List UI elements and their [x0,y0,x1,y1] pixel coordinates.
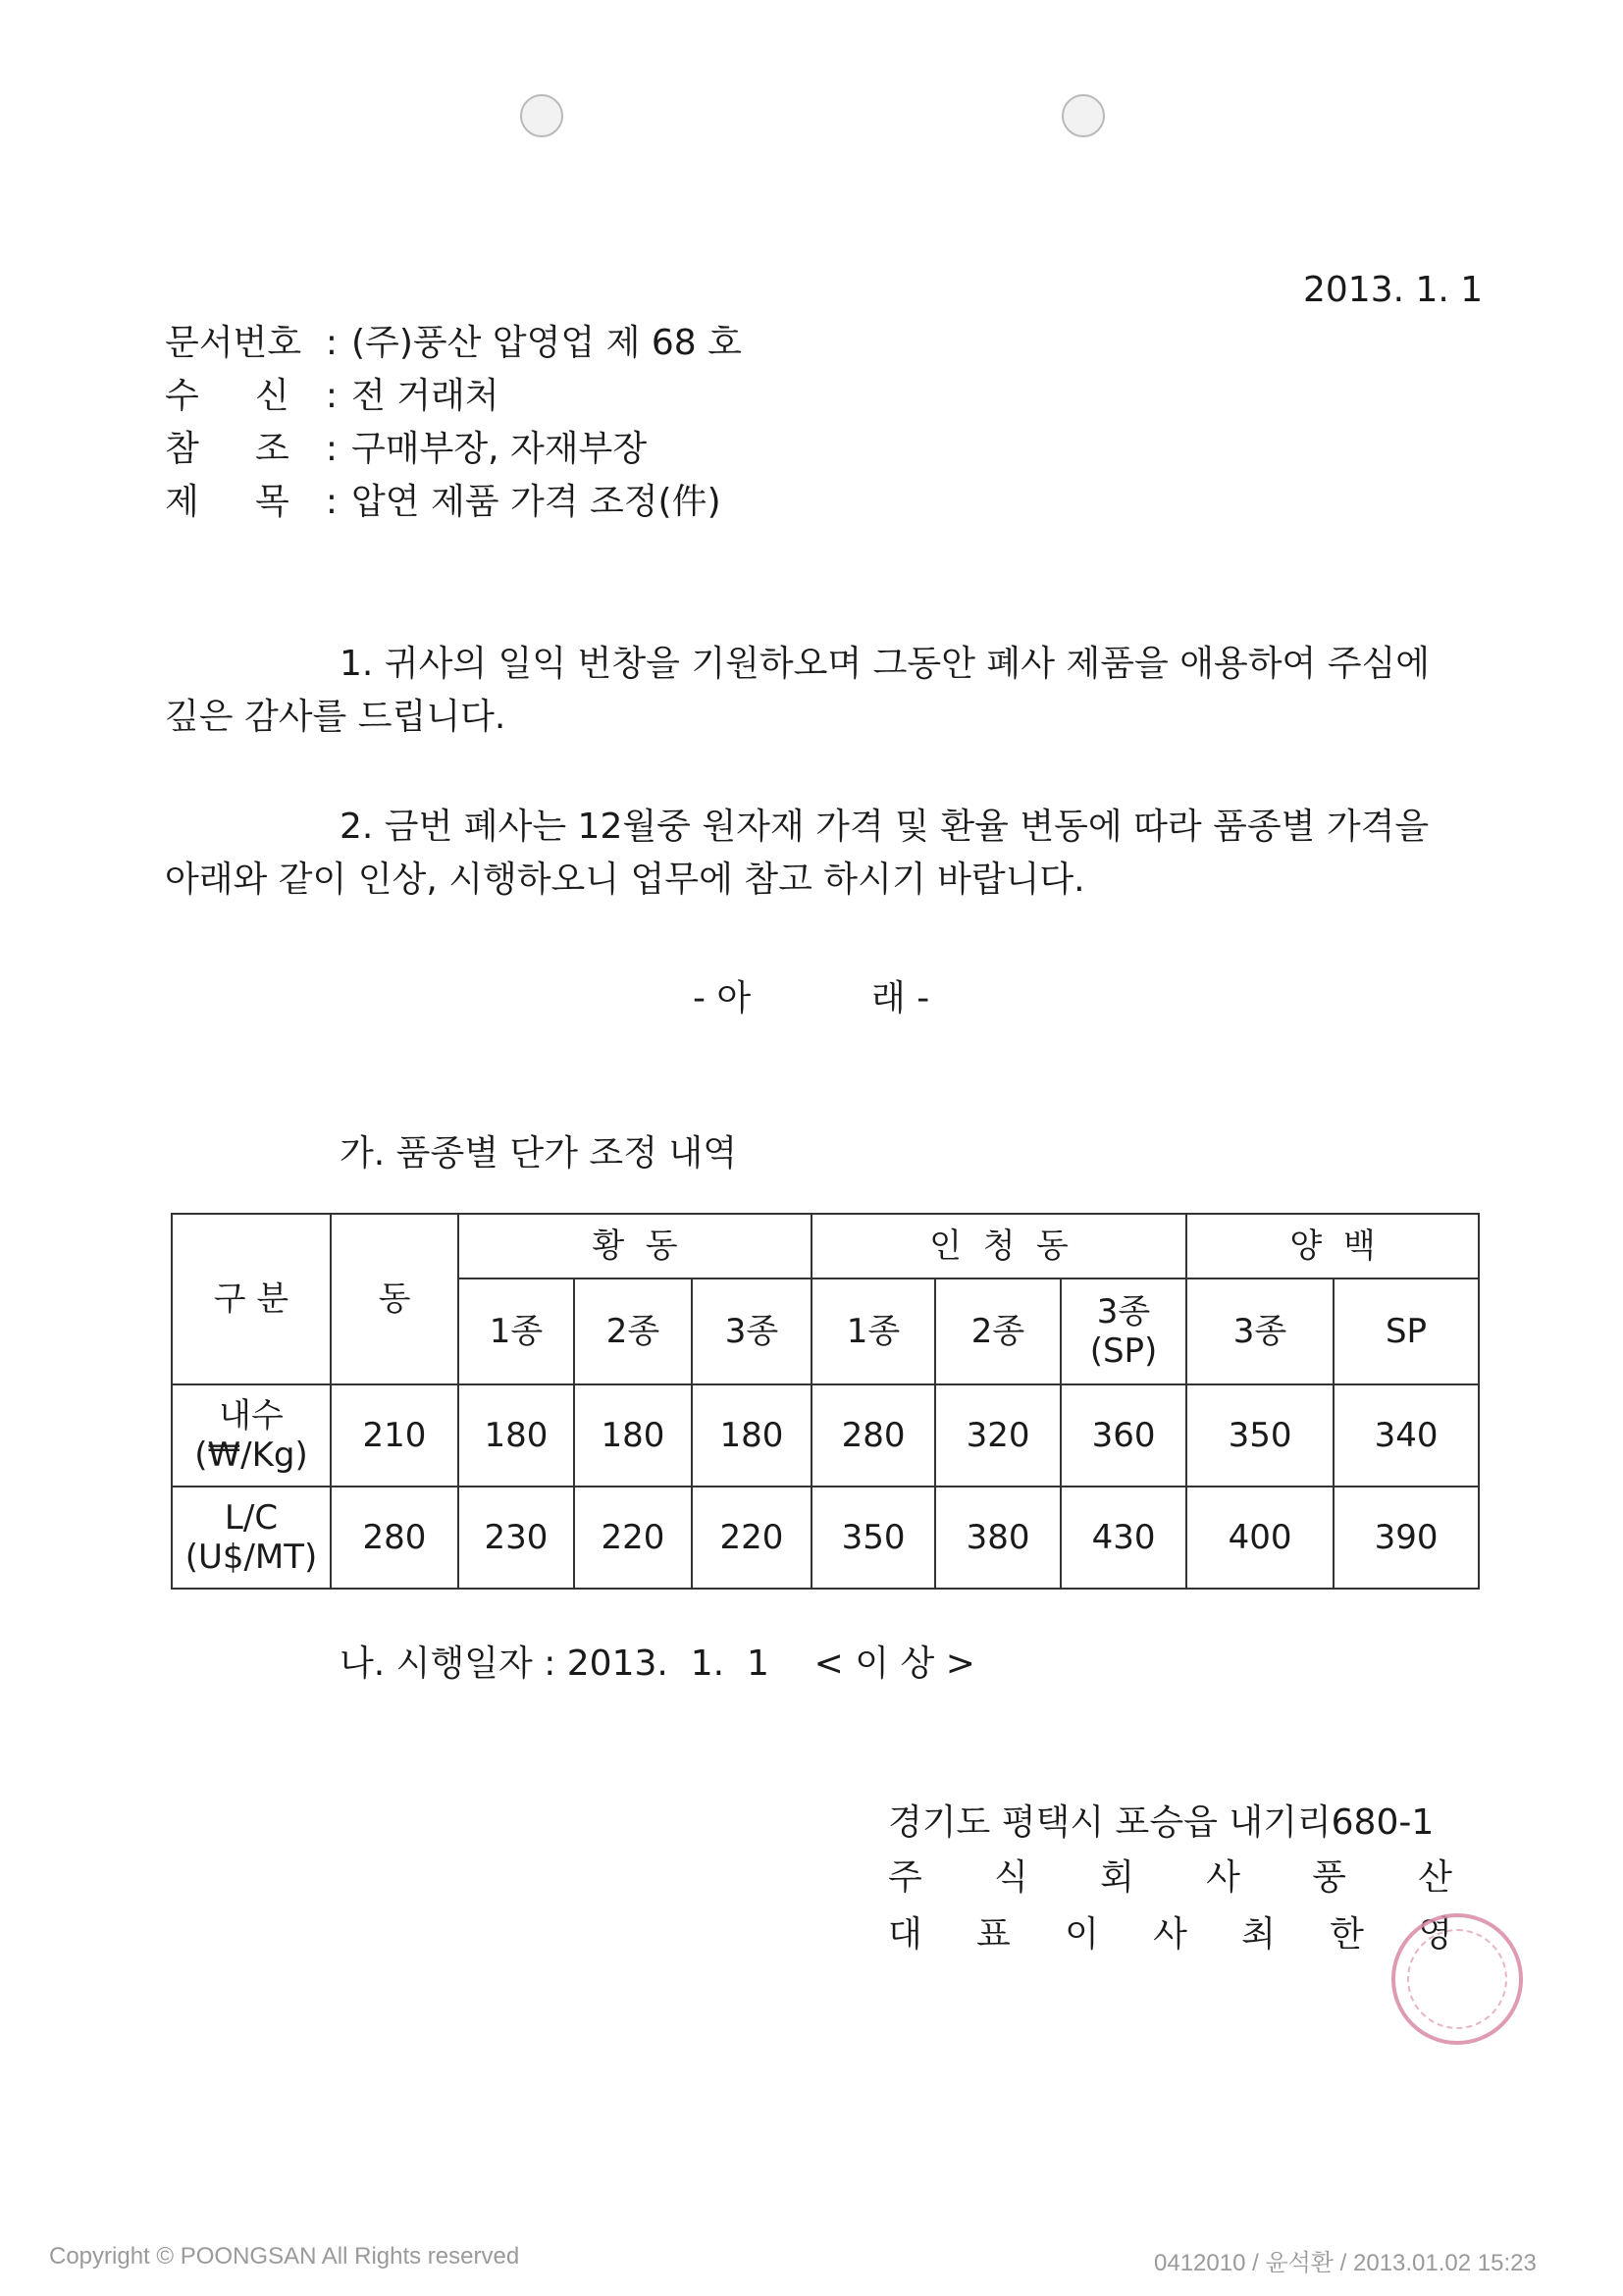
company-name-row [888,1856,1452,1900]
table-cell: 280 [812,1384,935,1487]
phosphor-bronze-header: 인 청 동 [812,1214,1186,1278]
punch-hole-left [520,94,563,137]
nickel-silver-header: 양 백 [1186,1214,1479,1278]
table-cell: 380 [935,1487,1061,1589]
table-cell: 220 [574,1487,692,1589]
ceo-char: 영 [1418,1914,1452,1955]
brass-header: 황 동 [458,1214,812,1278]
recipient-value: 전 거래처 [351,376,499,416]
ceo-char: 대 [888,1914,922,1955]
table-cell: 390 [1334,1487,1479,1589]
doc-number-label: 문서번호 [165,323,302,363]
table-cell: 180 [692,1384,812,1487]
reference-value: 구매부장, 자재부장 [351,429,648,469]
subheader-cell-stacked [1061,1278,1186,1384]
subheader-cell: 3종 [692,1278,812,1384]
table-cell: 280 [331,1487,458,1589]
table-cell: 350 [1186,1384,1334,1487]
document-date: 2013. 1. 1 [1303,270,1484,310]
section-b-effective-date: 나. 시행일자 : 2013. 1. 1 < 이 상 > [340,1644,975,1684]
subheader-line-1: 3종 [1096,1292,1151,1331]
paragraph-2-line-1: 2. 금번 폐사는 12월중 원자재 가격 및 환율 변동에 따라 품종별 가격을 [340,807,1430,847]
subject-row: 제 목 : 압연 제품 가격 조정(件) [165,482,721,522]
stamp-info-footer: 0412010 / 윤석환 / 2013.01.02 15:23 [1154,2250,1537,2276]
section-a-title: 가. 품종별 단가 조정 내역 [340,1133,737,1174]
table-cell: 430 [1061,1487,1186,1589]
doc-number-row: 문서번호 : (주)풍산 압영업 제 68 호 [165,323,742,363]
subheader-cell: 2종 [935,1278,1061,1384]
center-heading-right: 래 - [871,978,930,1018]
table-cell: 360 [1061,1384,1186,1487]
subheader-cell: SP [1334,1278,1479,1384]
reference-row: 참 조 : 구매부장, 자재부장 [165,429,648,469]
company-char: 풍 [1312,1857,1346,1898]
paragraph-1 [165,638,1431,744]
paragraph-2 [165,801,1431,907]
table-row [172,1487,1479,1589]
table-cell: 340 [1334,1384,1479,1487]
ceo-char: 이 [1065,1914,1099,1955]
row-label [172,1384,331,1487]
table-cell: 210 [331,1384,458,1487]
row-label-line-2: (U$/MT) [184,1538,318,1577]
paragraph-2-line-2: 아래와 같이 인상, 시행하오니 업무에 참고 하시기 바랍니다. [165,860,1085,900]
ceo-char: 최 [1241,1914,1276,1955]
copper-header: 동 [331,1214,458,1384]
price-table [171,1213,1480,1590]
table-cell: 220 [692,1487,812,1589]
subheader-cell: 1종 [812,1278,935,1384]
punch-hole-right [1062,94,1105,137]
ceo-char: 표 [976,1914,1011,1955]
recipient-label: 수 신 [165,376,289,416]
table-cell: 180 [458,1384,574,1487]
copyright-footer: Copyright © POONGSAN All Rights reserved [49,2243,520,2270]
company-char: 식 [994,1857,1028,1898]
recipient-row: 수 신 : 전 거래처 [165,376,499,416]
table-cell: 350 [812,1487,935,1589]
row-label [172,1487,331,1589]
category-header: 구 분 [172,1214,331,1384]
center-heading-left: - 아 [693,978,752,1018]
paragraph-1-line-1: 1. 귀사의 일익 번창을 기원하오며 그동안 폐사 제품을 애용하여 주심에 [340,644,1431,684]
company-char: 주 [888,1857,922,1898]
table-cell: 400 [1186,1487,1334,1589]
table-cell: 180 [574,1384,692,1487]
company-char: 회 [1100,1857,1134,1898]
ceo-name-row [888,1913,1452,1957]
paragraph-1-line-2: 깊은 감사를 드립니다. [165,697,506,737]
company-char: 산 [1418,1857,1452,1898]
subheader-cell: 2종 [574,1278,692,1384]
table-cell: 230 [458,1487,574,1589]
ceo-char: 한 [1330,1914,1364,1955]
company-seal-icon [1391,1913,1523,2045]
row-label-line-2: (₩/Kg) [194,1435,308,1475]
subheader-cell: 3종 [1186,1278,1334,1384]
table-row [172,1384,1479,1487]
doc-number-value: (주)풍산 압영업 제 68 호 [351,323,742,363]
table-cell: 320 [935,1384,1061,1487]
subject-label: 제 목 [165,482,289,522]
reference-label: 참 조 [165,429,289,469]
subheader-cell: 1종 [458,1278,574,1384]
company-address: 경기도 평택시 포승읍 내기리680-1 [888,1802,1435,1843]
company-char: 사 [1206,1857,1240,1898]
row-label-line-1: 내수 [219,1396,284,1435]
subject-value: 압연 제품 가격 조정(件) [351,482,721,522]
ceo-char: 사 [1153,1914,1187,1955]
row-label-line-1: L/C [224,1498,279,1538]
subheader-line-2: (SP) [1089,1331,1158,1371]
